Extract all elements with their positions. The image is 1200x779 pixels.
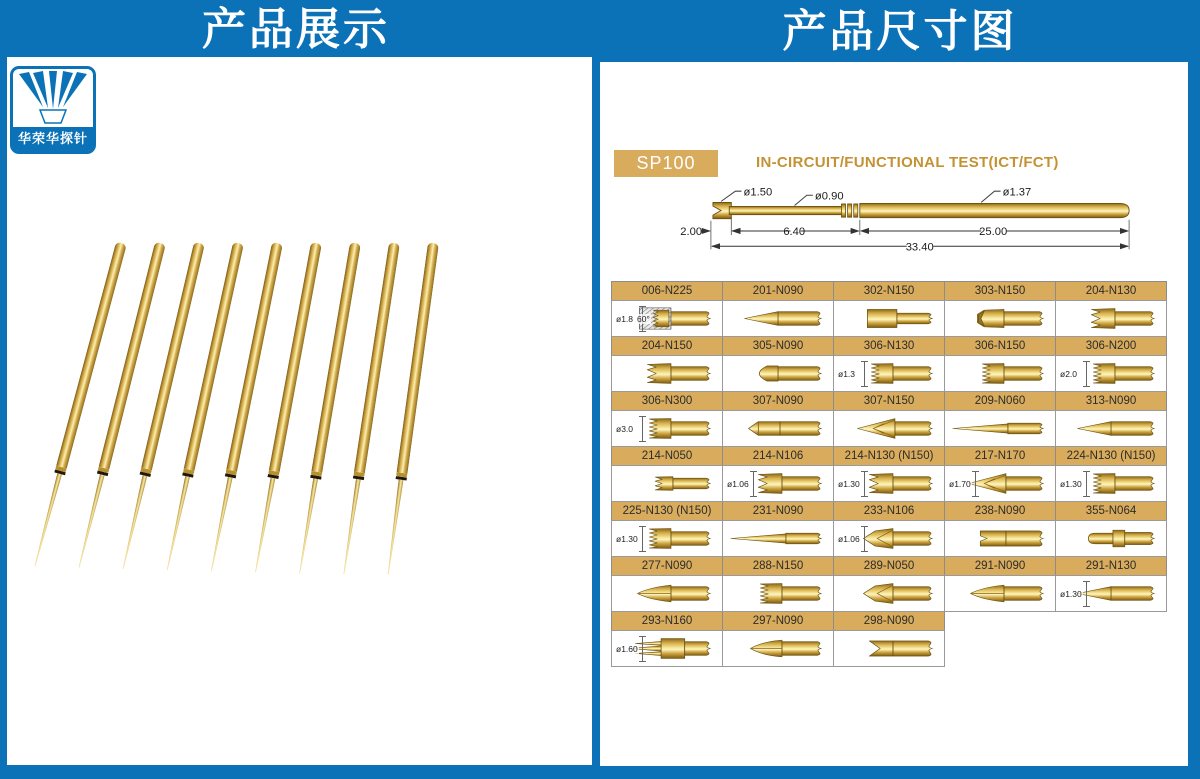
tip-table (612, 282, 1178, 667)
dimension-line (864, 526, 865, 552)
tip-model-label: 302-N150 (833, 281, 945, 301)
tip-cell (1055, 410, 1167, 447)
dim-tip-diameter: ø1.50 (743, 186, 773, 199)
tip-cell (1055, 465, 1167, 502)
dimension-line (1086, 471, 1087, 497)
tip-model-label: 233-N106 (833, 501, 945, 521)
tip-cell (1055, 520, 1167, 557)
probe-tip-drawing (945, 411, 1055, 446)
probe-tip-drawing (834, 411, 944, 446)
tip-cell (611, 355, 723, 392)
dim-tip-length: 2.00 (680, 226, 703, 239)
tip-model-label: 306-N150 (944, 336, 1056, 356)
tip-annotation: ø2.0 (1060, 368, 1078, 379)
logo-text: 华荣华探针 (13, 127, 93, 151)
tip-model-label: 224-N130 (N150) (1055, 446, 1167, 466)
tip-cell (833, 575, 945, 612)
tip-annotation: ø1.8 (616, 313, 634, 324)
tip-model-label: 303-N150 (944, 281, 1056, 301)
tip-cell (944, 465, 1056, 502)
tip-cell (944, 355, 1056, 392)
tip-cell (1055, 355, 1167, 392)
tip-annotation: ø1.60 (616, 643, 638, 654)
tip-model-label: 238-N090 (944, 501, 1056, 521)
probe-tip-drawing (723, 576, 833, 611)
tip-model-label: 204-N150 (611, 336, 723, 356)
dim-plunger-length: 6.40 (783, 226, 806, 239)
probe-tip-drawing (945, 301, 1055, 336)
tip-model-label: 291-N090 (944, 556, 1056, 576)
tip-annotation: ø1.30 (1060, 478, 1082, 489)
tip-cell (1055, 575, 1167, 612)
tip-cell (833, 465, 945, 502)
tip-model-label: 306-N200 (1055, 336, 1167, 356)
tip-cell (1055, 300, 1167, 337)
tip-model-label: 209-N060 (944, 391, 1056, 411)
probe-tip-drawing (723, 301, 833, 336)
probe-tip-drawing (723, 356, 833, 391)
tip-cell (833, 355, 945, 392)
tip-model-label: 201-N090 (722, 281, 834, 301)
probe-pin (72, 242, 165, 574)
probe-tip-drawing (834, 631, 944, 666)
tip-cell (611, 520, 723, 557)
tip-model-label: 231-N090 (722, 501, 834, 521)
tip-annotation-2: 60° (637, 313, 650, 324)
dimension-line (864, 361, 865, 387)
product-display-panel (7, 57, 592, 765)
probe-tip-drawing (1056, 301, 1166, 336)
tip-model-label: 225-N130 (N150) (611, 501, 723, 521)
dimension-line (642, 526, 643, 552)
probe-tip-drawing (723, 631, 833, 666)
tip-annotation: ø1.30 (616, 533, 638, 544)
tip-cell (833, 410, 945, 447)
tip-annotation: ø1.06 (727, 478, 749, 489)
probe-tip-drawing (612, 356, 722, 391)
probe-tip-drawing (723, 521, 833, 556)
tip-model-label: 214-N050 (611, 446, 723, 466)
tip-annotation: ø1.06 (838, 533, 860, 544)
probe-tip-drawing (723, 411, 833, 446)
model-badge: SP100 (614, 150, 718, 177)
probe-tip-drawing (945, 356, 1055, 391)
dimension-line (1086, 581, 1087, 607)
dimension-line (864, 471, 865, 497)
dimension-line (1086, 361, 1087, 387)
tip-model-label: 306-N130 (833, 336, 945, 356)
dim-total-length: 33.40 (905, 241, 934, 254)
probe-tip-drawing (1056, 521, 1166, 556)
tip-cell (944, 575, 1056, 612)
dimension-panel (600, 62, 1188, 766)
probe-pin (117, 242, 205, 576)
tip-cell (611, 575, 723, 612)
dim-plunger-diameter: ø0.90 (814, 190, 844, 203)
tip-model-label: 313-N090 (1055, 391, 1167, 411)
left-panel-title: 产品展示 (202, 5, 390, 54)
tip-model-label: 307-N150 (833, 391, 945, 411)
logo-crown-icon (13, 69, 93, 129)
tip-cell (611, 465, 723, 502)
tip-annotation: ø3.0 (616, 423, 634, 434)
tip-cell (722, 410, 834, 447)
tip-model-label: 307-N090 (722, 391, 834, 411)
tip-cell (611, 300, 723, 337)
probe-pin (205, 242, 283, 577)
tip-cell (722, 630, 834, 667)
dimension-line (642, 416, 643, 442)
tip-model-label: 204-N130 (1055, 281, 1167, 301)
tip-cell (833, 630, 945, 667)
tip-model-label: 289-N050 (833, 556, 945, 576)
tip-model-label: 277-N090 (611, 556, 723, 576)
probe-tip-drawing (612, 466, 722, 501)
dimension-line (975, 471, 976, 497)
dimension-line (642, 636, 643, 662)
tip-cell (944, 410, 1056, 447)
tip-annotation: ø1.70 (949, 478, 971, 489)
probe-tip-drawing (834, 576, 944, 611)
probe-pin (161, 242, 244, 577)
tip-model-label: 297-N090 (722, 611, 834, 631)
tip-cell (722, 520, 834, 557)
tip-model-label: 006-N225 (611, 281, 723, 301)
tip-model-label: 288-N150 (722, 556, 834, 576)
probe-tip-drawing (945, 521, 1055, 556)
tip-cell (944, 520, 1056, 557)
tip-model-label: 306-N300 (611, 391, 723, 411)
tip-model-label: 298-N090 (833, 611, 945, 631)
tip-model-label: 217-N170 (944, 446, 1056, 466)
dimension-line (753, 471, 754, 497)
diagram-title: IN-CIRCUIT/FUNCTIONAL TEST(ICT/FCT) (756, 154, 1059, 171)
tip-model-label: 214-N130 (N150) (833, 446, 945, 466)
tip-cell (722, 300, 834, 337)
probe-tip-drawing (945, 576, 1055, 611)
tip-cell (833, 300, 945, 337)
tip-annotation: ø1.30 (838, 478, 860, 489)
tip-model-label: 214-N106 (722, 446, 834, 466)
probe-tip-drawing (1056, 411, 1166, 446)
tip-model-label: 305-N090 (722, 336, 834, 356)
dim-barrel-diameter: ø1.37 (1002, 186, 1032, 199)
tip-cell (722, 575, 834, 612)
tip-cell (722, 355, 834, 392)
tip-model-label: 293-N160 (611, 611, 723, 631)
tip-cell (833, 520, 945, 557)
tip-annotation: ø1.30 (1060, 588, 1082, 599)
probe-tip-drawing (834, 301, 944, 336)
tip-cell (611, 630, 723, 667)
tip-cell (611, 410, 723, 447)
tip-model-label: 291-N130 (1055, 556, 1167, 576)
product-photo (102, 225, 502, 625)
tip-annotation: ø1.3 (838, 368, 856, 379)
right-panel-title: 产品尺寸图 (782, 7, 1018, 56)
probe-pin (28, 242, 127, 573)
brand-logo (10, 66, 96, 154)
dim-barrel-length: 25.00 (979, 226, 1008, 239)
tip-model-label: 355-N064 (1055, 501, 1167, 521)
probe-tip-drawing (612, 576, 722, 611)
tip-cell (944, 300, 1056, 337)
tip-cell (722, 465, 834, 502)
dimension-drawing (680, 182, 1160, 284)
